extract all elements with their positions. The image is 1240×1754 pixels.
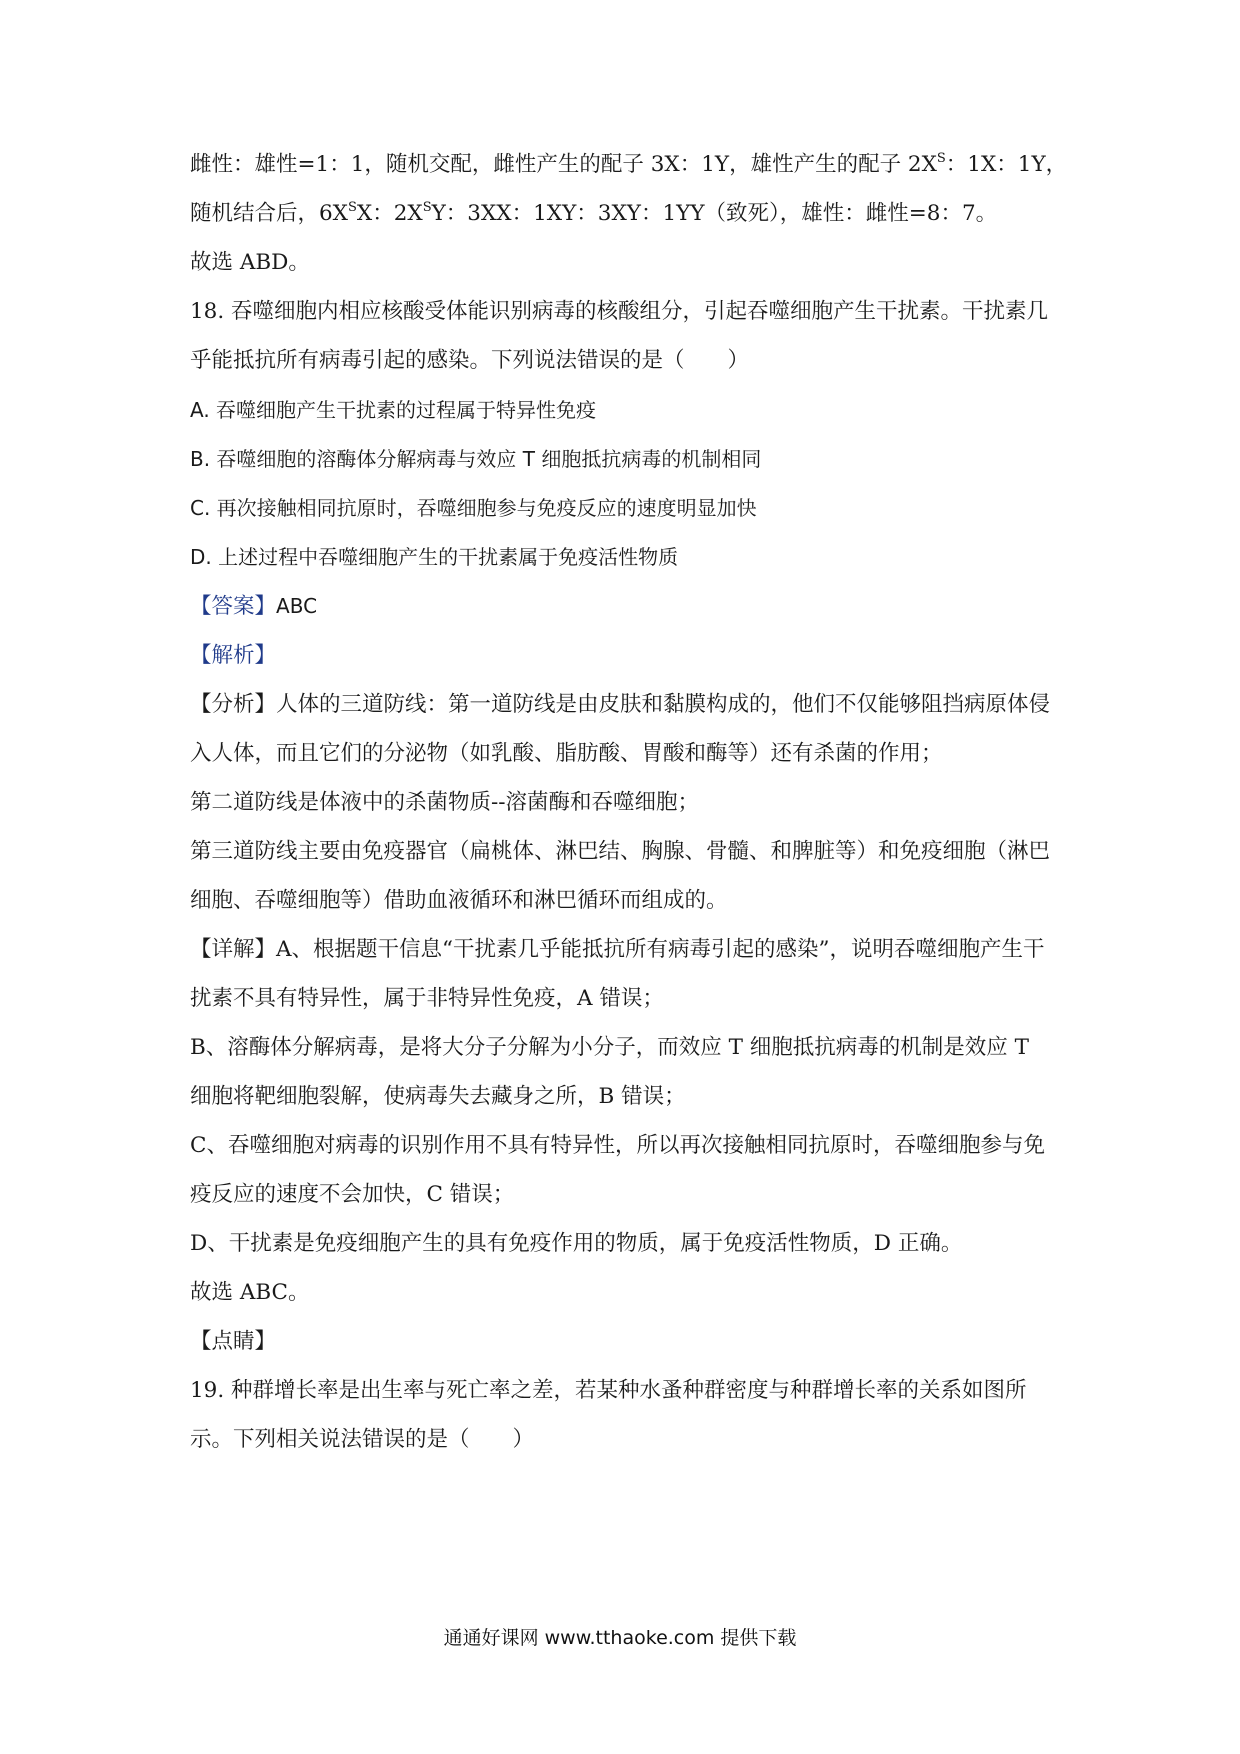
text-fragment: Y：3XX：1XY：3XY：1YY（致死），雄性：雌性=8：7。 xyxy=(431,201,998,226)
xiangjie-line-2: 扰素不具有特异性，属于非特异性免疫，A 错误； xyxy=(190,986,664,1011)
text-line-1 xyxy=(190,150,1068,180)
q18-option-d: D. 上述过程中吞噬细胞产生的干扰素属于免疫活性物质 xyxy=(190,545,679,569)
answer-value: ABC xyxy=(276,594,318,618)
fenxi-line-4: 第三道防线主要由免疫器官（扁桃体、淋巴结、胸腺、骨髓、和脾脏等）和免疫细胞（淋巴 xyxy=(190,839,1051,864)
xiangjie-line-5: C、吞噬细胞对病毒的识别作用不具有特异性，所以再次接触相同抗原时，吞噬细胞参与免 xyxy=(190,1133,1045,1158)
q18-option-b: B. 吞噬细胞的溶酶体分解病毒与效应 T 细胞抵抗病毒的机制相同 xyxy=(190,447,762,471)
text-fragment: 随机结合后，6X xyxy=(190,201,348,226)
q18-stem-line-1: 18. 吞噬细胞内相应核酸受体能识别病毒的核酸组分，引起吞噬细胞产生干扰素。干扰素几 xyxy=(190,299,1049,324)
fenxi-line-2: 入人体，而且它们的分泌物（如乳酸、脂肪酸、胃酸和酶等）还有杀菌的作用； xyxy=(190,741,943,766)
superscript: S xyxy=(936,151,946,166)
text-fragment: ：1X：1Y， xyxy=(945,152,1068,177)
text-fragment: 人体的三道防线：第一道防线是由皮肤和黏膜构成的，他们不仅能够阻挡病原体侵 xyxy=(276,692,1051,717)
xiangjie-tag: 【详解】 xyxy=(190,937,277,962)
text-line-2 xyxy=(190,199,1060,229)
xiangjie-line-1 xyxy=(190,935,1060,965)
xiangjie-line-4: 细胞将靶细胞裂解，使病毒失去藏身之所，B 错误； xyxy=(190,1084,686,1109)
xiangjie-line-3: B、溶酶体分解病毒，是将大分子分解为小分子，而效应 T 细胞抵抗病毒的机制是效应 T xyxy=(190,1035,1029,1060)
answer-tag: 【答案】 xyxy=(190,594,277,619)
text-fragment: A、根据题干信息“干扰素几乎能抵抗所有病毒引起的感染”，说明吞噬细胞产生干 xyxy=(276,937,1045,962)
superscript: S xyxy=(422,200,432,215)
conclusion-q18: 故选 ABC。 xyxy=(190,1280,310,1305)
q18-stem-line-2: 乎能抵抗所有病毒引起的感染。下列说法错误的是（ ） xyxy=(190,348,750,373)
fenxi-line-5: 细胞、吞噬细胞等）借助血液循环和淋巴循环而组成的。 xyxy=(190,888,728,913)
xiangjie-line-7: D、干扰素是免疫细胞产生的具有免疫作用的物质，属于免疫活性物质，D 正确。 xyxy=(190,1231,963,1256)
xiangjie-line-6: 疫反应的速度不会加快，C 错误； xyxy=(190,1182,515,1207)
page-content xyxy=(190,150,1068,1455)
dianjing-tag: 【点睛】 xyxy=(190,1329,277,1354)
q18-option-c: C. 再次接触相同抗原时，吞噬细胞参与免疫反应的速度明显加快 xyxy=(190,496,757,520)
fenxi-line-3: 第二道防线是体液中的杀菌物质--溶菌酶和吞噬细胞； xyxy=(190,790,700,815)
q19-stem-line-2: 示。下列相关说法错误的是（ ） xyxy=(190,1427,535,1452)
q19-stem-line-1: 19. 种群增长率是出生率与死亡率之差，若某种水蚤种群密度与种群增长率的关系如图所 xyxy=(190,1378,1027,1403)
q18-answer xyxy=(190,591,1060,622)
analysis-tag: 【解析】 xyxy=(190,643,277,668)
page-footer: 通通好课网 www.tthaoke.com 提供下载 xyxy=(443,1627,797,1649)
text-fragment: X：2X xyxy=(356,201,423,226)
superscript: S xyxy=(348,200,357,215)
fenxi-line-1 xyxy=(190,690,1060,720)
q18-option-a: A. 吞噬细胞产生干扰素的过程属于特异性免疫 xyxy=(190,398,597,422)
text-fragment: 雌性：雄性=1：1，随机交配，雌性产生的配子 3X：1Y，雄性产生的配子 2X xyxy=(190,152,937,177)
fenxi-tag: 【分析】 xyxy=(190,692,277,717)
conclusion-q17: 故选 ABD。 xyxy=(190,250,310,275)
